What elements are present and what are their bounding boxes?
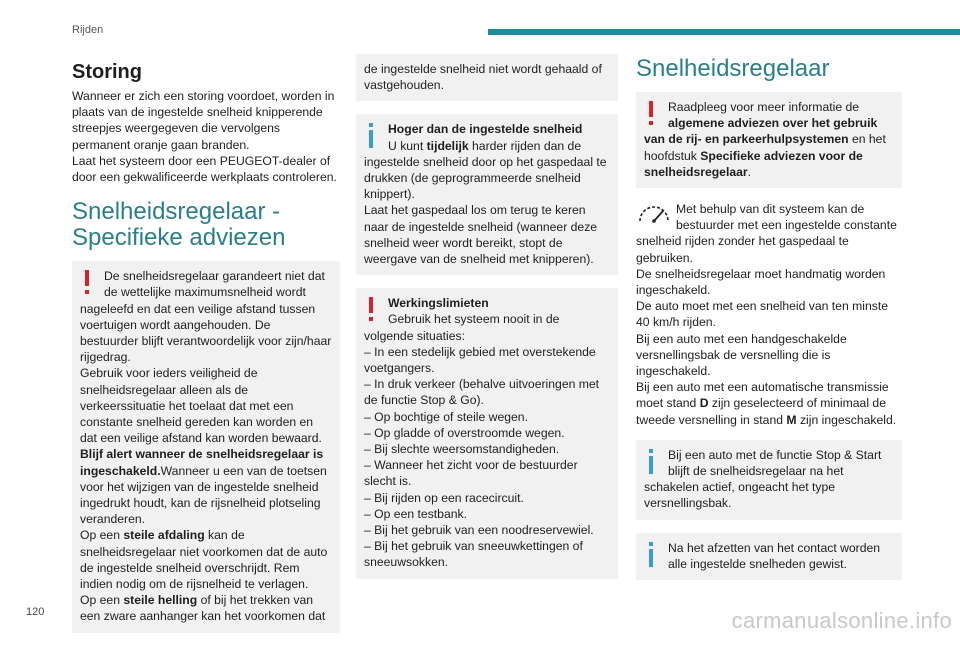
specific-advice-heading: Snelheidsregelaar - Specifieke adviezen (72, 198, 286, 252)
list-item: – Op gladde of overstroomde wegen. (364, 425, 565, 440)
page-number: 120 (26, 606, 45, 618)
limits-list (364, 344, 610, 571)
warning-icon (644, 99, 664, 127)
list-item: – Bij slechte weersomstandigheden. (364, 442, 560, 457)
warning-box: De snelheidsregelaar garandeert niet dat de wettelijke maximumsnelheid wordt nageleefd en dat een veilige afstand tussen voertuigen wordt aangehouden. De bestuurder blijft verantwoordelijk voor zijn/haar rijgedrag. Gebruik voor ieders veiligheid de snelheidsregelaar alleen als de verkeerssituatie het toelaat dat met een constante snelheid gereden kan worden en dat een veilige afstand kan worden bewaard. Blijf alert wanneer de snelheidsregelaar is ingeschakeld.Wanneer u een van de toetsen voor het wijzigen van de ingestelde snelheid ingedrukt houdt, kan de rijsnelheid plotseling veranderen. Op een steile afdaling kan de snelheidsregelaar niet voorkomen dat de auto de ingestelde snelheid overschrijdt. Rem indien nodig om de rijsnelheid te verlagen. Op een steile helling of bij het trekken van een zware aanhanger kan het voorkomen dat (72, 261, 340, 632)
left-column (72, 54, 340, 646)
warning-box-limits: Werkingslimieten Gebruik het systeem nooit in de volgende situaties: – In een stedelijk gebied met overstekende voetgangers. – In druk verkeer (behalve uitvoeringen met de functie Stop & Go). – Op bochtige of steile wegen. – Op gladde of overstroomde wegen. – Bij slechte weersomstandigheden. – Wanneer het zicht voor de bestuurder slecht is. – Bij rijden op een racecircuit. – Op een testbank. – Bij het gebruik van een noodreservewiel. – Bij het gebruik van sneeuwkettingen of sneeuwsokken. (356, 288, 618, 578)
info-icon (364, 121, 384, 149)
list-item: – Op een testbank. (364, 506, 467, 521)
list-item: – Bij het gebruik van een noodreservewiel. (364, 523, 594, 538)
warning-icon (80, 268, 100, 296)
info-icon (644, 540, 664, 568)
storing-paragraph-2: Laat het systeem door een PEUGEOT-dealer of door een gekwalificeerde werkplaats controleren. (72, 153, 337, 185)
cruise-control-heading: Snelheidsregelaar (636, 55, 830, 82)
info-box-stop-start: Bij een auto met de functie Stop & Start blijft de snelheidsregelaar na het schakelen actief, ongeacht het type versnellingsbak. (636, 440, 902, 520)
list-item: – In een stedelijk gebied met overstekende voetgangers. (364, 344, 596, 376)
warning-icon (364, 295, 384, 323)
watermark: carmanualsonline.info (731, 608, 952, 633)
header-accent-bar (488, 29, 960, 35)
info-icon (644, 447, 664, 475)
intro-text: Met behulp van dit systeem kan de bestuurder met een ingestelde constante snelheid rijden zonder het gaspedaal te gebruiken. (636, 202, 897, 265)
intro-block: Met behulp van dit systeem kan de bestuurder met een ingestelde constante snelheid rijden zonder het gaspedaal te gebruiken. De snelheidsregelaar moet handmatig worden ingeschakeld. De auto moet met een snelheid van ten minste 40 km/h rijden. Bij een auto met een handgeschakelde versnellingsbak de versnelling die is ingeschakeld. Bij een auto met een automatische transmissie moet stand D zijn geselecteerd of minimaal de tweede versnelling in stand M zijn ingeschakeld. (636, 202, 897, 427)
warning-box-reference: Raadpleeg voor meer informatie de algemene adviezen over het gebruik van de rij- en parkeerhulpsystemen en het hoofdstuk Specifieke adviezen voor de snelheidsregelaar. (636, 92, 902, 188)
storing-heading: Storing (72, 61, 142, 83)
info-box-ignition: Na het afzetten van het contact worden alle ingestelde snelheden gewist. (636, 533, 902, 580)
list-item: – In druk verkeer (behalve uitvoeringen met de functie Stop & Go). (364, 377, 600, 408)
storing-paragraph: Wanneer er zich een storing voordoet, worden in plaats van de ingestelde snelheid knipperende streepjes weergegeven die vervolgens permanent oranje gaan branden. (72, 89, 335, 152)
list-item: – Wanneer het zicht voor de bestuurder slecht is. (364, 458, 578, 489)
list-item: – Bij rijden op een racecircuit. (364, 490, 524, 505)
right-column (636, 54, 902, 593)
speedometer-icon (636, 201, 672, 227)
list-item: – Op bochtige of steile wegen. (364, 409, 528, 424)
list-item: – Bij het gebruik van sneeuwkettingen of sneeuwsokken. (364, 539, 583, 570)
middle-column (356, 54, 618, 592)
running-header: Rijden (72, 24, 104, 36)
warning-box-continued: de ingestelde snelheid niet wordt gehaald of vastgehouden. (356, 54, 618, 101)
info-box-speed-exceed: Hoger dan de ingestelde snelheid U kunt tijdelijk harder rijden dan de ingestelde snelheid door op het gaspedaal te drukken (de geprogrammeerde snelheid knippert). Laat het gaspedaal los om terug te keren naar de ingestelde snelheid (wanneer deze snelheid weer wordt bereikt, stopt de weergave van de snelheid met knipperen). (356, 114, 618, 275)
